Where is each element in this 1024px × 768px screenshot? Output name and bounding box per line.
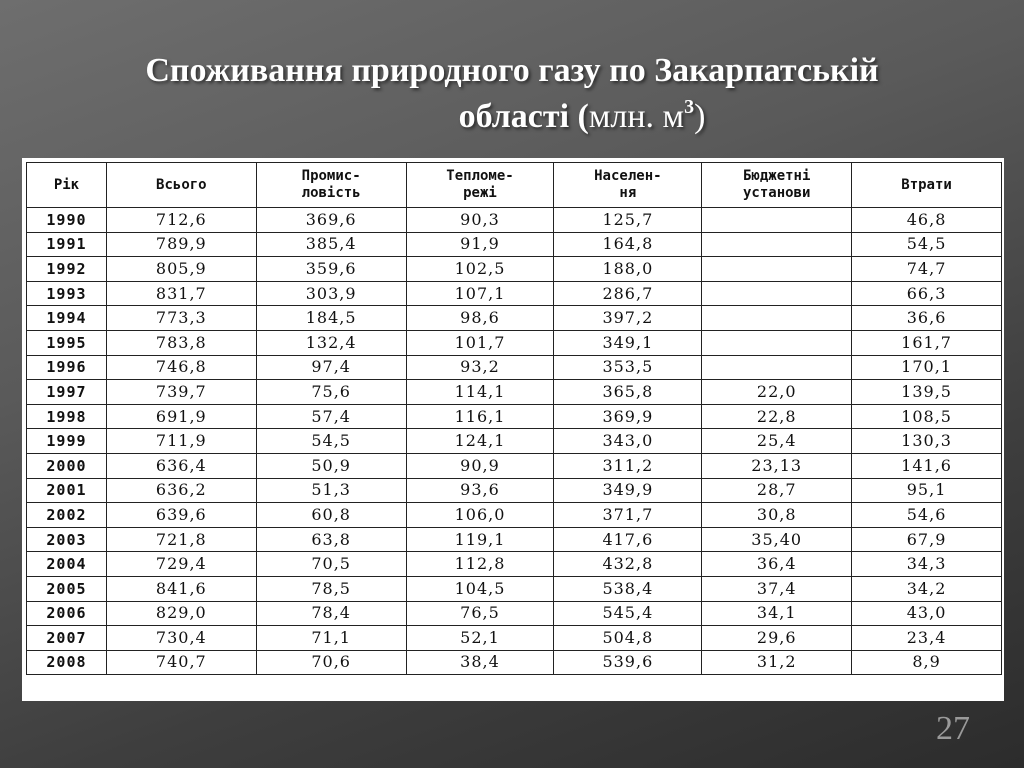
- budget-cell: 35,40: [702, 527, 852, 552]
- heating-cell: 52,1: [406, 626, 554, 651]
- budget-cell: 23,13: [702, 453, 852, 478]
- industry-cell: 359,6: [256, 257, 406, 282]
- budget-cell: [702, 257, 852, 282]
- budget-cell: 29,6: [702, 626, 852, 651]
- table-row: [27, 503, 1002, 528]
- industry-cell: 60,8: [256, 503, 406, 528]
- population-cell: 539,6: [554, 650, 702, 675]
- budget-cell: 31,2: [702, 650, 852, 675]
- population-cell: 353,5: [554, 355, 702, 380]
- heating-cell: 114,1: [406, 380, 554, 405]
- table-row: [27, 429, 1002, 454]
- total-cell: 746,8: [106, 355, 256, 380]
- total-cell: 783,8: [106, 330, 256, 355]
- budget-cell: [702, 281, 852, 306]
- table-row: [27, 576, 1002, 601]
- population-cell: 538,4: [554, 576, 702, 601]
- total-cell: 712,6: [106, 208, 256, 233]
- industry-cell: 369,6: [256, 208, 406, 233]
- population-cell: 397,2: [554, 306, 702, 331]
- total-cell: 636,4: [106, 453, 256, 478]
- industry-cell: 70,5: [256, 552, 406, 577]
- heating-cell: 101,7: [406, 330, 554, 355]
- population-cell: 371,7: [554, 503, 702, 528]
- heating-cell: 76,5: [406, 601, 554, 626]
- slide-title: [40, 48, 984, 140]
- budget-cell: [702, 330, 852, 355]
- losses-cell: 8,9: [852, 650, 1002, 675]
- year-cell: 1994: [27, 306, 107, 331]
- budget-cell: 28,7: [702, 478, 852, 503]
- year-cell: 2004: [27, 552, 107, 577]
- total-cell: 829,0: [106, 601, 256, 626]
- title-unit: млн. м: [588, 98, 685, 135]
- losses-cell: 141,6: [852, 453, 1002, 478]
- budget-cell: [702, 306, 852, 331]
- title-unit-superscript: 3: [684, 96, 695, 118]
- title-line-2: [40, 94, 984, 140]
- total-cell: 841,6: [106, 576, 256, 601]
- total-cell: 711,9: [106, 429, 256, 454]
- heating-cell: 93,6: [406, 478, 554, 503]
- heating-cell: 102,5: [406, 257, 554, 282]
- total-cell: 691,9: [106, 404, 256, 429]
- losses-cell: 108,5: [852, 404, 1002, 429]
- population-cell: 164,8: [554, 232, 702, 257]
- losses-cell: 46,8: [852, 208, 1002, 233]
- industry-cell: 51,3: [256, 478, 406, 503]
- heating-cell: 38,4: [406, 650, 554, 675]
- year-cell: 2003: [27, 527, 107, 552]
- budget-cell: 22,8: [702, 404, 852, 429]
- year-cell: 1992: [27, 257, 107, 282]
- population-cell: 349,1: [554, 330, 702, 355]
- budget-cell: 34,1: [702, 601, 852, 626]
- year-cell: 2002: [27, 503, 107, 528]
- industry-cell: 385,4: [256, 232, 406, 257]
- heating-cell: 98,6: [406, 306, 554, 331]
- year-cell: 1990: [27, 208, 107, 233]
- budget-cell: 25,4: [702, 429, 852, 454]
- losses-cell: 54,5: [852, 232, 1002, 257]
- population-cell: 417,6: [554, 527, 702, 552]
- year-cell: 1998: [27, 404, 107, 429]
- header-budget-institutions: Бюджетні установи: [702, 163, 852, 208]
- population-cell: 349,9: [554, 478, 702, 503]
- industry-cell: 71,1: [256, 626, 406, 651]
- population-cell: 369,9: [554, 404, 702, 429]
- year-cell: 2007: [27, 626, 107, 651]
- industry-cell: 75,6: [256, 380, 406, 405]
- total-cell: 740,7: [106, 650, 256, 675]
- total-cell: 773,3: [106, 306, 256, 331]
- population-cell: 545,4: [554, 601, 702, 626]
- heating-cell: 107,1: [406, 281, 554, 306]
- gas-consumption-table: [26, 162, 1002, 675]
- population-cell: 286,7: [554, 281, 702, 306]
- population-cell: 432,8: [554, 552, 702, 577]
- heating-cell: 90,3: [406, 208, 554, 233]
- title-close-paren: ): [694, 98, 706, 135]
- losses-cell: 34,2: [852, 576, 1002, 601]
- header-year: Рік: [27, 163, 107, 208]
- title-line-1: Споживання природного газу по Закарпатській: [145, 52, 879, 89]
- industry-cell: 78,5: [256, 576, 406, 601]
- table-row: [27, 527, 1002, 552]
- table-row: [27, 281, 1002, 306]
- table-body: [27, 208, 1002, 675]
- table-row: [27, 306, 1002, 331]
- population-cell: 343,0: [554, 429, 702, 454]
- total-cell: 636,2: [106, 478, 256, 503]
- table-row: [27, 404, 1002, 429]
- total-cell: 639,6: [106, 503, 256, 528]
- year-cell: 2008: [27, 650, 107, 675]
- year-cell: 1995: [27, 330, 107, 355]
- losses-cell: 66,3: [852, 281, 1002, 306]
- page-number: 27: [936, 710, 970, 747]
- losses-cell: 67,9: [852, 527, 1002, 552]
- heating-cell: 90,9: [406, 453, 554, 478]
- losses-cell: 43,0: [852, 601, 1002, 626]
- heating-cell: 93,2: [406, 355, 554, 380]
- table-row: [27, 380, 1002, 405]
- industry-cell: 63,8: [256, 527, 406, 552]
- total-cell: 831,7: [106, 281, 256, 306]
- budget-cell: 37,4: [702, 576, 852, 601]
- header-total: Всього: [106, 163, 256, 208]
- year-cell: 1999: [27, 429, 107, 454]
- year-cell: 1991: [27, 232, 107, 257]
- table-row: [27, 453, 1002, 478]
- header-losses: Втрати: [852, 163, 1002, 208]
- total-cell: 789,9: [106, 232, 256, 257]
- heating-cell: 116,1: [406, 404, 554, 429]
- industry-cell: 303,9: [256, 281, 406, 306]
- table-header-row: [27, 163, 1002, 208]
- budget-cell: 30,8: [702, 503, 852, 528]
- table-row: [27, 601, 1002, 626]
- losses-cell: 161,7: [852, 330, 1002, 355]
- heating-cell: 91,9: [406, 232, 554, 257]
- table-row: [27, 650, 1002, 675]
- title-bold-part: області (: [458, 98, 589, 135]
- population-cell: 365,8: [554, 380, 702, 405]
- losses-cell: 170,1: [852, 355, 1002, 380]
- industry-cell: 50,9: [256, 453, 406, 478]
- table-row: [27, 330, 1002, 355]
- industry-cell: 78,4: [256, 601, 406, 626]
- heating-cell: 124,1: [406, 429, 554, 454]
- industry-cell: 70,6: [256, 650, 406, 675]
- industry-cell: 97,4: [256, 355, 406, 380]
- year-cell: 1996: [27, 355, 107, 380]
- total-cell: 721,8: [106, 527, 256, 552]
- budget-cell: 22,0: [702, 380, 852, 405]
- table-row: [27, 208, 1002, 233]
- table-row: [27, 257, 1002, 282]
- total-cell: 729,4: [106, 552, 256, 577]
- population-cell: 504,8: [554, 626, 702, 651]
- table-row: [27, 626, 1002, 651]
- header-population: Населен- ня: [554, 163, 702, 208]
- budget-cell: 36,4: [702, 552, 852, 577]
- industry-cell: 184,5: [256, 306, 406, 331]
- year-cell: 2001: [27, 478, 107, 503]
- budget-cell: [702, 208, 852, 233]
- industry-cell: 132,4: [256, 330, 406, 355]
- total-cell: 805,9: [106, 257, 256, 282]
- year-cell: 2000: [27, 453, 107, 478]
- total-cell: 739,7: [106, 380, 256, 405]
- losses-cell: 34,3: [852, 552, 1002, 577]
- industry-cell: 54,5: [256, 429, 406, 454]
- losses-cell: 54,6: [852, 503, 1002, 528]
- total-cell: 730,4: [106, 626, 256, 651]
- table-image: [22, 158, 1004, 701]
- budget-cell: [702, 232, 852, 257]
- table-row: [27, 552, 1002, 577]
- population-cell: 125,7: [554, 208, 702, 233]
- industry-cell: 57,4: [256, 404, 406, 429]
- year-cell: 2006: [27, 601, 107, 626]
- population-cell: 311,2: [554, 453, 702, 478]
- heating-cell: 104,5: [406, 576, 554, 601]
- header-heating-networks: Тепломе- режі: [406, 163, 554, 208]
- header-industry: Промис- ловість: [256, 163, 406, 208]
- population-cell: 188,0: [554, 257, 702, 282]
- year-cell: 1997: [27, 380, 107, 405]
- year-cell: 2005: [27, 576, 107, 601]
- table-row: [27, 355, 1002, 380]
- budget-cell: [702, 355, 852, 380]
- losses-cell: 36,6: [852, 306, 1002, 331]
- losses-cell: 139,5: [852, 380, 1002, 405]
- year-cell: 1993: [27, 281, 107, 306]
- heating-cell: 119,1: [406, 527, 554, 552]
- table-row: [27, 478, 1002, 503]
- losses-cell: 95,1: [852, 478, 1002, 503]
- heating-cell: 106,0: [406, 503, 554, 528]
- losses-cell: 74,7: [852, 257, 1002, 282]
- table-row: [27, 232, 1002, 257]
- losses-cell: 130,3: [852, 429, 1002, 454]
- losses-cell: 23,4: [852, 626, 1002, 651]
- heating-cell: 112,8: [406, 552, 554, 577]
